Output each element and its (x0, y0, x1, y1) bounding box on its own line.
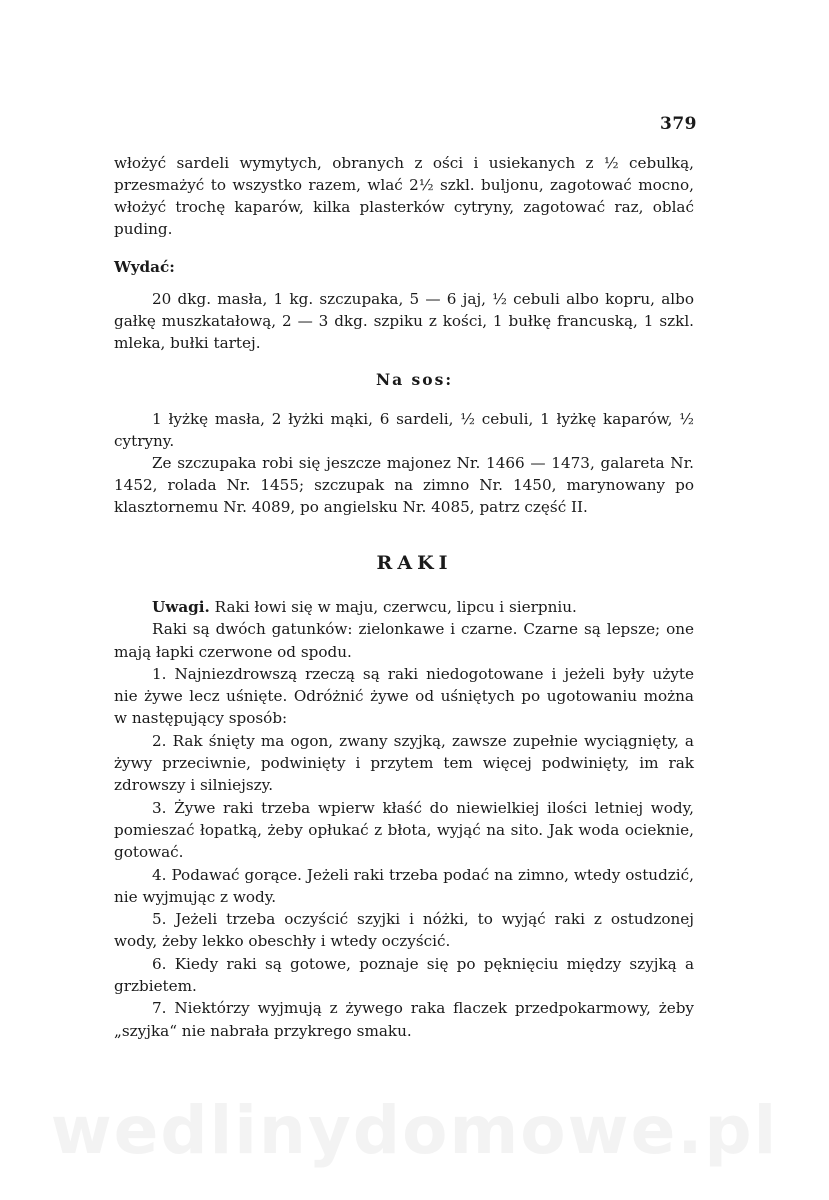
wydac-block (114, 288, 694, 354)
raki-paragraph: 2. Rak śnięty ma ogon, zwany szyjką, zawsze zupełnie wyciągnięty, a żywy przeciwnie, podwinięty i przytem tem więcej podwinięty, im rak zdrowszy i silniejszy. (114, 731, 694, 795)
watermark: wedlinydomowe.pl (50, 1092, 779, 1169)
raki-paragraph: 5. Jeżeli trzeba oczyścić szyjki i nóżki, to wyjąć raki z ostudzonej wody, żeby lekko obeschły i wtedy oczyścić. (114, 910, 694, 951)
raki-paragraph: 4. Podawać gorące. Jeżeli raki trzeba podać na zimno, wtedy ostudzić, nie wyjmując z wody. (114, 865, 694, 906)
na-sos-block (114, 408, 694, 518)
raki-paragraph: 6. Kiedy raki są gotowe, poznaje się po pęknięciu między szyjką a grzbietem. (114, 954, 694, 996)
raki-paragraph: 1. Najniezdrowszą rzeczą są raki niedogotowane i jeżeli były użyte nie żywe lecz uśnięte. Odróżnić żywe od uśniętych po ugotowaniu można w następujący sposób: (114, 664, 694, 728)
raki-block (114, 596, 694, 1042)
na-sos-note: Ze szczupaka robi się jeszcze majonez Nr. 1466 — 1473, galareta Nr. 1452, rolada Nr. 1455; szczupak na zimno Nr. 1450, marynowany po klasztornemu Nr. 4089, po angielsku Nr. 4085, patrz część II. (114, 454, 694, 516)
raki-section-title: RAKI (376, 552, 453, 574)
intro-paragraph-block (114, 152, 694, 240)
wydac-ingredients: 20 dkg. masła, 1 kg. szczupaka, 5 — 6 jaj, ½ cebuli albo kopru, albo gałkę muszkatałową, 2 — 3 dkg. szpiku z kości, 1 bułkę francuską, 1 szkl. mleka, bułki tartej. (114, 290, 694, 352)
raki-uwagi-label: Uwagi. (152, 598, 210, 616)
raki-paragraph: Raki są dwóch gatunków: zielonkawe i czarne. Czarne są lepsze; one mają łapki czerwone od spodu. (114, 620, 694, 661)
na-sos-heading: Na sos: (375, 370, 454, 389)
raki-uwagi-paragraph (114, 596, 694, 618)
intro-paragraph: włożyć sardeli wymytych, obranych z ości i usiekanych z ½ cebulką, przesmażyć to wszystko razem, wlać 2½ szkl. buljonu, zagotować mocno, włożyć trochę kaparów, kilka plasterków cytryny, zagotować raz, oblać puding. (114, 154, 694, 238)
wydac-heading: Wydać: (114, 258, 175, 276)
na-sos-ingredients: 1 łyżkę masła, 2 łyżki mąki, 6 sardeli, ½ cebuli, 1 łyżkę kaparów, ½ cytryny. (114, 410, 694, 450)
raki-uwagi-text: Raki łowi się w maju, czerwcu, lipcu i sierpniu. (214, 598, 577, 616)
page-number: 379 (660, 114, 697, 134)
raki-paragraph: 3. Żywe raki trzeba wpierw kłaść do niewielkiej ilości letniej wody, pomieszać łopatką, żeby opłukać z błota, wyjąć na sito. Jak woda ocieknie, gotować. (114, 798, 694, 862)
raki-paragraph: 7. Niektórzy wyjmują z żywego raka flaczek przedpokarmowy, żeby „szyjka“ nie nabrała przykrego smaku. (114, 999, 694, 1040)
